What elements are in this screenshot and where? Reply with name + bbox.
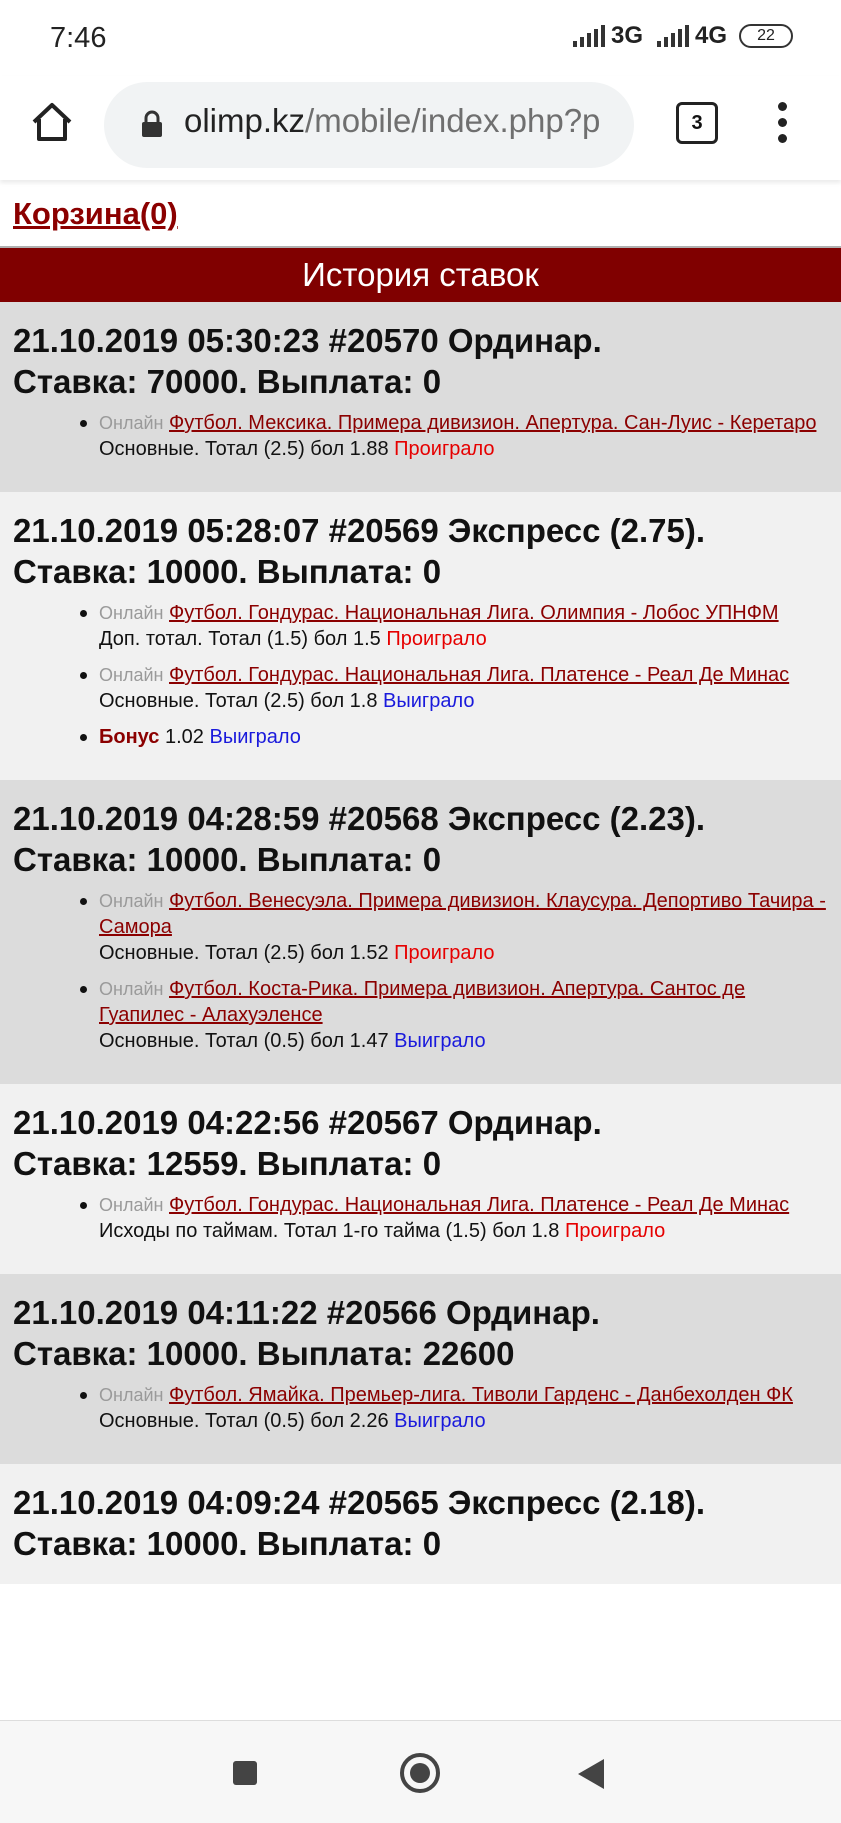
bet-item bbox=[0, 1084, 841, 1274]
bet-leg bbox=[99, 600, 828, 652]
battery-icon: 22 bbox=[739, 24, 793, 48]
system-nav-bar bbox=[0, 1720, 841, 1823]
more-vert-icon[interactable] bbox=[772, 98, 792, 146]
market-text: Основные. Тотал (2.5) бол 1.88 bbox=[99, 438, 389, 460]
signal-icon bbox=[573, 25, 605, 47]
bet-header: 21.10.2019 05:30:23 #20570 Ординар. bbox=[13, 322, 602, 359]
result-status: Проиграло bbox=[394, 942, 495, 964]
address-bar[interactable] bbox=[104, 82, 634, 168]
event-link[interactable]: Футбол. Гондурас. Национальная Лига. Платенсе - Реал Де Минас bbox=[169, 1194, 790, 1216]
bonus-value: 1.02 bbox=[164, 726, 204, 748]
bet-header: 21.10.2019 04:22:56 #20567 Ординар. bbox=[13, 1104, 602, 1141]
result-status: Выиграло bbox=[394, 1410, 486, 1432]
bet-header: 21.10.2019 04:09:24 #20565 Экспресс (2.18). bbox=[13, 1484, 706, 1521]
bet-stake: Ставка: 10000. Выплата: 22600 bbox=[13, 1335, 515, 1372]
result-status: Проиграло bbox=[564, 1220, 666, 1242]
bet-history-list bbox=[0, 302, 841, 1584]
status-bar bbox=[0, 0, 841, 76]
bet-leg bbox=[99, 1382, 828, 1434]
bet-leg bbox=[99, 976, 828, 1054]
square-icon[interactable] bbox=[233, 1761, 257, 1785]
bet-legs bbox=[13, 1382, 828, 1434]
bet-stake: Ставка: 70000. Выплата: 0 bbox=[13, 363, 442, 400]
result-status: Выиграло bbox=[394, 1030, 486, 1052]
bet-item bbox=[0, 780, 841, 1084]
bet-leg bbox=[99, 410, 828, 462]
bet-item bbox=[0, 1464, 841, 1584]
bet-header: 21.10.2019 04:11:22 #20566 Ординар. bbox=[13, 1294, 600, 1331]
bet-legs bbox=[13, 1192, 828, 1244]
home-icon[interactable] bbox=[28, 98, 76, 146]
result-status: Выиграло bbox=[209, 726, 301, 748]
market-text: Основные. Тотал (2.5) бол 1.8 bbox=[99, 690, 378, 712]
network-type-2: 4G bbox=[694, 22, 727, 49]
history-header: История ставок bbox=[0, 248, 841, 302]
event-link[interactable]: Футбол. Мексика. Примера дивизион. Апертура. Сан-Луис - Керетаро bbox=[169, 412, 817, 434]
online-label: Онлайн bbox=[99, 1385, 164, 1405]
online-label: Онлайн bbox=[99, 413, 164, 433]
bet-stake: Ставка: 10000. Выплата: 0 bbox=[13, 841, 442, 878]
online-label: Онлайн bbox=[99, 1195, 164, 1215]
lock-icon bbox=[140, 110, 164, 138]
browser-toolbar bbox=[0, 76, 841, 180]
event-link[interactable]: Футбол. Ямайка. Премьер-лига. Тиволи Гарденс - Данбехолден ФК bbox=[169, 1384, 793, 1406]
status-icons bbox=[573, 22, 793, 50]
bet-legs bbox=[13, 888, 828, 1054]
bet-header: 21.10.2019 05:28:07 #20569 Экспресс (2.75). bbox=[13, 512, 706, 549]
online-label: Онлайн bbox=[99, 979, 164, 999]
event-link[interactable]: Футбол. Коста-Рика. Примера дивизион. Апертура. Сантос де Гуапилес - Алахуэленсе bbox=[99, 978, 746, 1026]
market-text: Основные. Тотал (0.5) бол 1.47 bbox=[99, 1030, 389, 1052]
result-status: Проиграло bbox=[386, 628, 487, 650]
event-link[interactable]: Футбол. Венесуэла. Примера дивизион. Клаусура. Депортиво Тачира - Самора bbox=[99, 890, 826, 938]
market-text: Основные. Тотал (0.5) бол 2.26 bbox=[99, 1410, 389, 1432]
bet-leg bbox=[99, 888, 828, 966]
bet-leg bbox=[99, 1192, 828, 1244]
clock: 7:46 bbox=[50, 22, 107, 54]
online-label: Онлайн bbox=[99, 603, 164, 623]
network-type-1: 3G bbox=[610, 22, 643, 49]
result-status: Проиграло bbox=[394, 438, 495, 460]
url-host: olimp.kz bbox=[184, 102, 306, 139]
bet-legs bbox=[13, 410, 828, 462]
page-content bbox=[0, 180, 841, 1720]
bet-leg bbox=[99, 662, 828, 714]
cart-link[interactable]: Корзина(0) bbox=[13, 196, 178, 231]
circle-icon[interactable] bbox=[400, 1753, 440, 1793]
bet-item bbox=[0, 492, 841, 780]
bet-stake: Ставка: 12559. Выплата: 0 bbox=[13, 1145, 442, 1182]
bet-legs bbox=[13, 600, 828, 750]
market-text: Исходы по таймам. Тотал 1-го тайма (1.5) бол 1.8 bbox=[99, 1220, 560, 1242]
bet-item bbox=[0, 302, 841, 492]
market-text: Основные. Тотал (2.5) бол 1.52 bbox=[99, 942, 389, 964]
bet-stake: Ставка: 10000. Выплата: 0 bbox=[13, 1525, 442, 1562]
url-text bbox=[184, 102, 600, 140]
bet-header: 21.10.2019 04:28:59 #20568 Экспресс (2.23). bbox=[13, 800, 706, 837]
market-text: Доп. тотал. Тотал (1.5) бол 1.5 bbox=[99, 628, 381, 650]
event-link[interactable]: Футбол. Гондурас. Национальная Лига. Олимпия - Лобос УПНФМ bbox=[169, 602, 779, 624]
online-label: Онлайн bbox=[99, 891, 164, 911]
online-label: Онлайн bbox=[99, 665, 164, 685]
event-link[interactable]: Футбол. Гондурас. Национальная Лига. Платенсе - Реал Де Минас bbox=[169, 664, 790, 686]
bonus-item bbox=[99, 724, 828, 750]
tab-switcher-button[interactable]: 3 bbox=[676, 102, 718, 144]
url-path: /mobile/index.php?p bbox=[305, 102, 601, 139]
result-status: Выиграло bbox=[383, 690, 475, 712]
bet-stake: Ставка: 10000. Выплата: 0 bbox=[13, 553, 442, 590]
triangle-back-icon[interactable] bbox=[578, 1759, 604, 1789]
bet-item bbox=[0, 1274, 841, 1464]
bonus-label: Бонус bbox=[99, 726, 160, 748]
signal-icon-2 bbox=[657, 25, 689, 47]
